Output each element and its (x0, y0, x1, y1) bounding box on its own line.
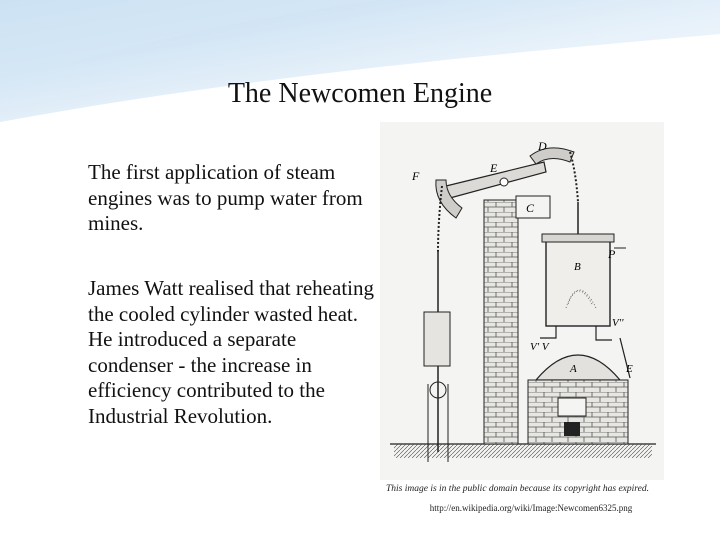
steam-cylinder (546, 240, 610, 326)
pump-barrel (424, 312, 450, 366)
label-b: B (574, 261, 581, 273)
furnace-door (558, 398, 586, 416)
engine-diagram-svg (380, 122, 664, 480)
label-e-right: E (626, 363, 633, 375)
steam-pipe (596, 326, 612, 340)
arch-head-right (530, 148, 574, 164)
brick-pillar (484, 200, 518, 444)
image-caption: This image is in the public domain because its copyright has expired. (386, 484, 649, 494)
label-e-top: E (490, 161, 498, 175)
cylinder-cap (542, 234, 614, 242)
label-v2: V'' (612, 317, 624, 329)
paragraph-james-watt: James Watt realised that reheating the cooled cylinder wasted heat. He introduced a separate condenser - the increase in efficiency contributed to the Industrial Revolution. (88, 276, 374, 428)
label-f: F (412, 169, 420, 183)
page-title: The Newcomen Engine (227, 78, 493, 109)
boiler-dome (536, 355, 620, 380)
beam-pivot (500, 178, 508, 186)
image-source-link[interactable]: http://en.wikipedia.org/wiki/Image:Newcomen6325.png (429, 503, 633, 513)
firebox-opening (564, 422, 580, 436)
label-d: D (538, 139, 547, 153)
ground-hatching (394, 444, 652, 458)
paragraph-first-application: The first application of steam engines was to pump water from mines. (88, 160, 363, 235)
label-v1: V' V (530, 341, 549, 353)
label-p: P (608, 247, 616, 261)
decorative-corner-wash (0, 0, 720, 140)
injection-pipe (540, 326, 556, 338)
label-a: A (570, 363, 577, 375)
newcomen-engine-illustration (380, 122, 664, 480)
label-c: C (526, 201, 535, 215)
